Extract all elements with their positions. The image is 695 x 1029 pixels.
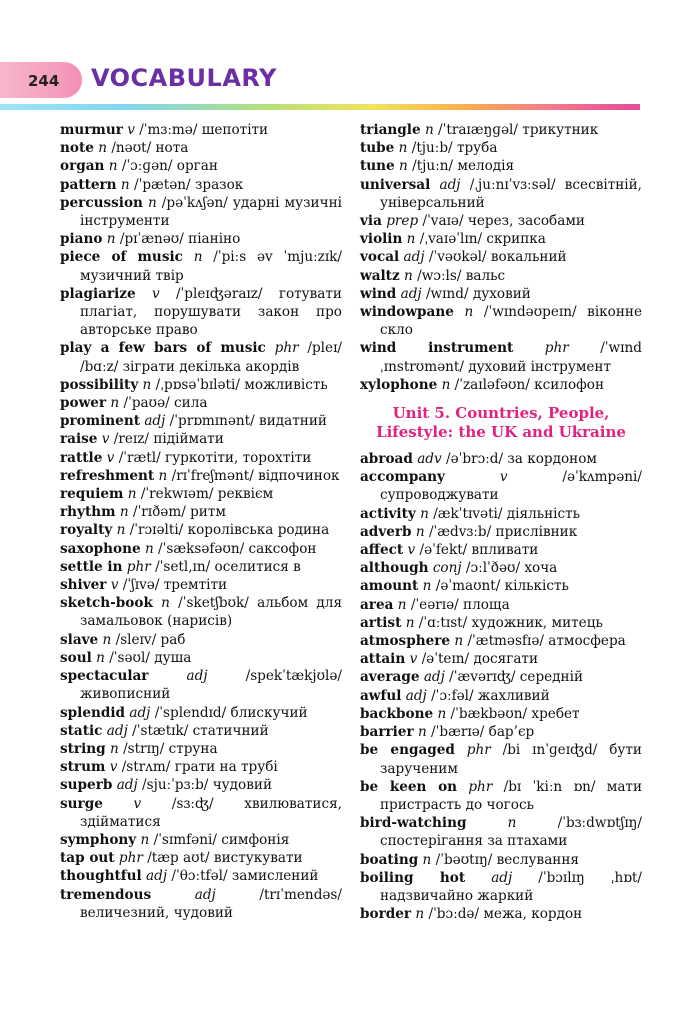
vocab-word: requiem — [60, 486, 124, 503]
vocab-entry — [60, 503, 342, 521]
part-of-speech: adj — [144, 413, 166, 430]
vocab-word: rhythm — [60, 504, 116, 521]
transcription-translation: /spekˈtækjʊlə/ живописний — [80, 668, 342, 703]
transcription-translation: /ˈeərɪə/ площа — [410, 596, 510, 613]
part-of-speech: prep — [386, 213, 419, 230]
part-of-speech: v — [151, 285, 160, 302]
transcription-translation: /ˈsetl,ɪn/ оселитися в — [155, 558, 301, 575]
part-of-speech: v — [133, 795, 142, 812]
vocab-word: atmosphere — [360, 633, 451, 650]
part-of-speech: adj — [423, 669, 445, 686]
transcription-translation: /əˈfekt/ впливати — [419, 542, 539, 559]
transcription-translation: /ˈætməsfɪə/ атмосфера — [467, 633, 626, 650]
vocab-word: slave — [60, 631, 99, 648]
transcription-translation: /rɪˈfreʃmənt/ відпочинок — [171, 467, 340, 484]
vocab-word: windowpane — [360, 304, 454, 321]
vocab-word: waltz — [360, 267, 400, 284]
transcription-translation: /ˈzaɪləfəʊn/ ксилофон — [454, 376, 605, 393]
transcription-translation: /ˈpaʊə/ сила — [123, 395, 208, 412]
transcription-translation: /ˈpleɪʤəraɪz/ готувати плагіат, порушувати закон про авторське право — [80, 285, 342, 339]
transcription-translation: /ˈbærɪə/ бар’єр — [431, 724, 535, 741]
vocab-entry — [360, 905, 642, 923]
vocab-entry — [60, 248, 342, 284]
vocab-word: although — [360, 560, 429, 577]
vocab-word: static — [60, 722, 103, 739]
vocab-word: thoughtful — [60, 868, 142, 885]
part-of-speech: n — [102, 631, 112, 648]
part-of-speech: n — [422, 851, 432, 868]
part-of-speech: n — [109, 740, 119, 757]
part-of-speech: phr — [274, 340, 299, 357]
transcription-translation: /ˈvəʊkəl/ вокальний — [428, 249, 567, 266]
vocab-word: pattern — [60, 176, 117, 193]
unit-heading: Unit 5. Countries, People, Lifestyle: the UK and Ukraine — [376, 404, 626, 442]
vocab-entry — [360, 814, 642, 850]
part-of-speech: adj — [116, 777, 138, 794]
vocab-entry — [360, 869, 642, 905]
vocab-entry — [360, 778, 642, 814]
vocab-entry — [60, 230, 342, 248]
transcription-translation: /ækˈtɪvəti/ діяльність — [433, 505, 581, 522]
transcription-translation: /ˈrætl/ гуркотіти, торохтіти — [118, 449, 312, 466]
vocab-entry — [360, 559, 642, 577]
vocab-entry — [360, 139, 642, 157]
part-of-speech: n — [127, 486, 137, 503]
vocab-entry — [60, 521, 342, 539]
part-of-speech: v — [110, 577, 119, 594]
part-of-speech: n — [110, 395, 120, 412]
vocab-entry — [360, 650, 642, 668]
part-of-speech: n — [158, 467, 168, 484]
vocab-entry — [60, 758, 342, 776]
part-of-speech: n — [140, 831, 150, 848]
transcription-translation: /bɪ ˈkiːn ɒn/ мати пристрасть до чогось — [380, 778, 643, 813]
vocab-word: backbone — [360, 705, 434, 722]
vocab-entry — [60, 594, 342, 630]
part-of-speech: n — [405, 614, 415, 631]
transcription-translation: /ˈævərɪʤ/ середній — [449, 669, 584, 686]
vocab-word: murmur — [60, 122, 123, 138]
transcription-translation: /ˈsplendɪd/ блискучий — [154, 704, 308, 721]
transcription-translation: /ˌvaɪəˈlɪn/ скрипка — [419, 231, 546, 248]
vocab-word: note — [60, 140, 94, 157]
vocab-entry — [60, 467, 342, 485]
vocab-word: settle in — [60, 558, 123, 575]
part-of-speech: n — [404, 267, 413, 284]
transcription-translation: /ˈsketʃbʊk/ альбом для замальовок (нарисів) — [80, 595, 343, 630]
transcription-translation: /ˈbɔɪlɪŋ ˌhɒt/ надзвичайно жаркий — [380, 869, 642, 904]
part-of-speech: n — [398, 140, 408, 157]
transcription-translation: /pleɪ/ /bɑːz/ зіграти декілька акордів — [80, 340, 342, 375]
transcription-translation: /ˈʃɪvə/ тремтіти — [122, 577, 228, 594]
vocab-word: rattle — [60, 449, 103, 466]
transcription-translation: /ˈædvɜːb/ прислівник — [428, 523, 578, 540]
part-of-speech: adj — [194, 886, 216, 903]
transcription-translation: /wɔːls/ вальс — [417, 267, 506, 284]
right-column — [360, 121, 642, 923]
page-number: 244 — [28, 72, 60, 90]
part-of-speech: n — [116, 522, 126, 539]
vocab-entry — [60, 849, 342, 867]
vocab-word: wind instrument — [360, 340, 514, 357]
vocab-entry — [60, 139, 342, 157]
vocab-word: percussion — [60, 194, 143, 211]
transcription-translation: /ˈbɜːdwɒtʃɪŋ/ спостерігання за птахами — [380, 815, 643, 850]
part-of-speech: adj — [405, 687, 427, 704]
part-of-speech: n — [193, 249, 203, 266]
transcription-translation: /ɔːlˈðəʊ/ хоча — [465, 560, 558, 577]
vocab-word: wind — [360, 285, 397, 302]
vocab-entry — [60, 449, 342, 467]
part-of-speech: n — [417, 724, 427, 741]
vocab-word: be engaged — [360, 742, 455, 759]
vocab-entry — [360, 632, 642, 650]
part-of-speech: phr — [126, 558, 151, 575]
vocab-word: triangle — [360, 122, 421, 138]
vocab-entry — [60, 339, 342, 375]
transcription-translation: /ˈɔːfəl/ жахливий — [431, 687, 550, 704]
part-of-speech: n — [399, 158, 408, 175]
header-rainbow-bar — [0, 104, 640, 110]
part-of-speech: adj — [129, 704, 151, 721]
vocab-entry — [360, 741, 642, 777]
vocab-word: symphony — [60, 831, 137, 848]
transcription-translation: /ˈpiːs əv ˈmjuːzɪk/ музичний твір — [80, 249, 343, 284]
vocab-word: awful — [360, 687, 402, 704]
vocab-word: attain — [360, 651, 406, 668]
vocab-entry — [360, 376, 642, 394]
vocab-entry — [360, 176, 642, 212]
vocab-entry — [60, 576, 342, 594]
vocab-word: universal — [360, 176, 431, 193]
vocab-word: via — [360, 213, 382, 230]
transcription-translation: /ˈsəʊl/ душа — [109, 649, 192, 666]
vocab-entry — [360, 339, 642, 375]
vocab-entry — [360, 523, 642, 541]
part-of-speech: phr — [466, 742, 491, 759]
vocab-word: prominent — [60, 413, 140, 430]
transcription-translation: /pəˈkʌʃən/ ударні музичні інструменти — [80, 194, 342, 230]
vocab-word: boating — [360, 851, 419, 868]
vocab-entry — [360, 596, 642, 614]
vocab-entry — [360, 614, 642, 632]
vocab-entry — [360, 121, 642, 139]
vocab-entry — [60, 121, 342, 139]
part-of-speech: adv — [417, 451, 442, 468]
part-of-speech: adj — [106, 722, 128, 739]
transcription-translation: /ˈmɜːmə/ шепотіти — [139, 122, 269, 138]
vocab-word: bird-watching — [360, 815, 467, 832]
vocab-word: average — [360, 669, 420, 686]
part-of-speech: adj — [186, 668, 208, 685]
vocab-entry — [60, 795, 342, 831]
vocab-entry — [360, 541, 642, 559]
vocab-entry — [360, 450, 642, 468]
vocab-word: refreshment — [60, 467, 155, 484]
vocab-entry — [60, 740, 342, 758]
vocab-word: power — [60, 395, 107, 412]
vocab-word: be keen on — [360, 778, 458, 795]
vocab-entry — [360, 267, 642, 285]
transcription-translation: /tjuːn/ мелодія — [412, 158, 515, 175]
vocab-entry — [360, 248, 642, 266]
part-of-speech: n — [441, 376, 451, 393]
vocab-entry — [60, 540, 342, 558]
part-of-speech: v — [109, 759, 118, 776]
vocab-word: vocal — [360, 249, 400, 266]
transcription-translation: /əˈbrɔːd/ за кордоном — [446, 451, 597, 468]
part-of-speech: n — [424, 122, 434, 138]
vocab-word: boiling hot — [360, 869, 466, 886]
transcription-translation: /ˈbɔːdə/ межа, кордон — [428, 906, 583, 923]
transcription-translation: /ˈpætən/ зразок — [134, 176, 244, 193]
vocab-word: abroad — [360, 451, 413, 468]
part-of-speech: n — [397, 596, 407, 613]
transcription-translation: /tjuːb/ труба — [411, 140, 498, 157]
vocab-word: tap out — [60, 850, 115, 867]
part-of-speech: v — [127, 122, 135, 138]
part-of-speech: n — [144, 540, 154, 557]
part-of-speech: n — [415, 523, 425, 540]
vocab-word: border — [360, 906, 412, 923]
vocab-word: surge — [60, 795, 103, 812]
part-of-speech: n — [120, 176, 130, 193]
part-of-speech: n — [98, 140, 107, 157]
transcription-translation: /ˈrɔɪəlti/ королівська родина — [129, 522, 330, 539]
vocab-entry — [360, 668, 642, 686]
vocab-word: adverb — [360, 523, 412, 540]
page-number-tab — [0, 62, 82, 98]
part-of-speech: v — [409, 651, 418, 668]
part-of-speech: adj — [491, 869, 513, 886]
part-of-speech: v — [101, 431, 110, 448]
transcription-translation: /trɪˈmendəs/ величезний, чудовий — [80, 886, 342, 921]
part-of-speech: n — [147, 194, 157, 211]
part-of-speech: n — [507, 815, 517, 832]
transcription-translation: /sjuːˈpɜːb/ чудовий — [142, 777, 273, 794]
vocab-entry — [360, 687, 642, 705]
transcription-translation: /ˈbəʊtɪŋ/ веслування — [435, 851, 579, 868]
vocab-entry — [60, 157, 342, 175]
vocab-entry — [60, 412, 342, 430]
vocab-entry — [360, 505, 642, 523]
transcription-translation: /bi ɪnˈɡeɪʤd/ бути зарученим — [380, 742, 642, 777]
vocab-word: tremendous — [60, 886, 152, 903]
vocab-word: superb — [60, 777, 113, 794]
transcription-translation: /ˈwɪndəʊpeɪn/ віконне скло — [380, 304, 643, 339]
vocab-word: barrier — [360, 724, 414, 741]
transcription-translation: /ˈrekwɪəm/ реквієм — [140, 486, 274, 503]
vocab-word: saxophone — [60, 540, 141, 557]
transcription-translation: /ˈwɪnd ˌɪnstrʊmənt/ духовий інструмент — [380, 340, 642, 375]
vocab-word: shiver — [60, 577, 107, 594]
transcription-translation: /sleɪv/ раб — [115, 631, 186, 648]
transcription-translation: /ˈsɪmfəni/ симфонія — [153, 831, 290, 848]
vocab-entry — [60, 485, 342, 503]
vocab-word: plagiarize — [60, 285, 136, 302]
transcription-translation: /reɪz/ підіймати — [113, 431, 224, 448]
vocab-word: strum — [60, 759, 106, 776]
vocab-entry — [60, 776, 342, 794]
part-of-speech: n — [96, 649, 105, 666]
part-of-speech: phr — [544, 340, 569, 357]
vocab-entry — [60, 667, 342, 703]
vocab-entry — [60, 886, 342, 922]
transcription-translation: /wɪnd/ духовий — [425, 285, 531, 302]
vocab-word: soul — [60, 649, 92, 666]
transcription-translation: /ˈtraɪæŋɡəl/ трикутник — [438, 122, 599, 138]
vocab-entry — [60, 704, 342, 722]
vocab-word: tune — [360, 158, 395, 175]
part-of-speech: v — [407, 542, 416, 559]
vocab-word: sketch-book — [60, 595, 153, 612]
vocab-word: accompany — [360, 469, 445, 486]
transcription-translation: /ˈɑːtɪst/ художник, митець — [418, 614, 603, 631]
vocab-entry — [360, 468, 642, 504]
vocab-word: piece of music — [60, 249, 183, 266]
part-of-speech: adj — [146, 868, 168, 885]
part-of-speech: n — [420, 505, 429, 522]
vocab-entry — [360, 705, 642, 723]
transcription-translation: /pɪˈænəʊ/ піаніно — [119, 231, 241, 248]
part-of-speech: adj — [400, 285, 422, 302]
transcription-translation: /əˈteɪn/ досягати — [421, 651, 539, 668]
part-of-speech: n — [415, 906, 425, 923]
part-of-speech: n — [161, 595, 170, 612]
part-of-speech: n — [422, 578, 432, 595]
vocab-entry — [360, 303, 642, 339]
transcription-translation: /sɜːʤ/ хвилюватися, здійматися — [80, 795, 342, 830]
vocab-word: organ — [60, 158, 105, 175]
vocab-word: piano — [60, 231, 103, 248]
vocab-word: violin — [360, 231, 403, 248]
vocab-word: royalty — [60, 522, 113, 539]
vocab-entry — [360, 851, 642, 869]
transcription-translation: /ˈbækbəʊn/ хребет — [450, 705, 580, 722]
transcription-translation: /ˈθɔːtfəl/ замислений — [171, 868, 319, 885]
transcription-translation: /ˈstætɪk/ статичний — [132, 722, 269, 739]
left-column — [60, 121, 342, 922]
part-of-speech: n — [406, 231, 416, 248]
part-of-speech: n — [142, 376, 152, 393]
vocab-word: tube — [360, 140, 395, 157]
vocab-entry — [360, 212, 642, 230]
page-header — [0, 62, 695, 112]
part-of-speech: n — [464, 304, 474, 321]
part-of-speech: adj — [403, 249, 425, 266]
part-of-speech: n — [454, 633, 464, 650]
vocab-entry — [60, 831, 342, 849]
vocab-entry — [60, 649, 342, 667]
vocab-word: possibility — [60, 376, 139, 393]
page-title: VOCABULARY — [91, 64, 277, 92]
vocab-entry — [60, 430, 342, 448]
part-of-speech: adj — [439, 176, 461, 193]
part-of-speech: n — [106, 231, 116, 248]
transcription-translation: /ˈvaɪə/ через, засобами — [422, 213, 585, 230]
vocab-entry — [60, 394, 342, 412]
vocab-entry — [60, 176, 342, 194]
part-of-speech: phr — [468, 778, 493, 795]
transcription-translation: /əˈmaʊnt/ кількість — [435, 578, 569, 595]
transcription-translation: /əˈkʌmpəni/ супроводжувати — [380, 469, 642, 504]
part-of-speech: n — [108, 158, 118, 175]
transcription-translation: /ˌpɒsəˈbɪləti/ можливість — [155, 376, 328, 393]
transcription-translation: /ˈprɒmɪnənt/ видатний — [169, 413, 327, 430]
vocab-word: activity — [360, 505, 416, 522]
vocab-word: spectacular — [60, 668, 149, 685]
vocab-entry — [360, 157, 642, 175]
vocab-entry — [60, 722, 342, 740]
part-of-speech: v — [499, 469, 508, 486]
vocab-word: play a few bars of music — [60, 340, 266, 357]
vocab-entry — [360, 285, 642, 303]
part-of-speech: n — [119, 504, 129, 521]
vocab-word: xylophone — [360, 376, 438, 393]
vocab-word: raise — [60, 431, 98, 448]
vocab-word: artist — [360, 614, 402, 631]
vocab-entry — [360, 230, 642, 248]
vocab-word: splendid — [60, 704, 126, 721]
transcription-translation: /ˌjuːnɪˈvɜːsəl/ всесвітній, універсальний — [380, 176, 643, 211]
vocab-entry — [60, 194, 342, 230]
vocab-entry — [60, 376, 342, 394]
transcription-translation: /tæp aʊt/ вистукувати — [147, 850, 303, 867]
transcription-translation: /nəʊt/ нота — [111, 140, 189, 157]
transcription-translation: /ˈɔːɡən/ орган — [121, 158, 218, 175]
transcription-translation: /strʌm/ грати на трубі — [121, 759, 278, 776]
vocab-word: area — [360, 596, 394, 613]
vocab-entry — [60, 631, 342, 649]
transcription-translation: /ˈrɪðəm/ ритм — [132, 504, 226, 521]
vocab-entry — [360, 723, 642, 741]
vocab-entry — [60, 558, 342, 576]
vocab-word: string — [60, 740, 106, 757]
vocab-entry — [60, 867, 342, 885]
part-of-speech: conj — [432, 560, 462, 577]
transcription-translation: /strɪŋ/ струна — [123, 740, 218, 757]
part-of-speech: v — [106, 449, 115, 466]
vocab-entry — [60, 285, 342, 340]
transcription-translation: /ˈsæksəfəʊn/ саксофон — [158, 540, 317, 557]
vocab-word: amount — [360, 578, 419, 595]
vocab-word: affect — [360, 542, 404, 559]
part-of-speech: phr — [118, 850, 143, 867]
vocab-entry — [360, 577, 642, 595]
part-of-speech: n — [437, 705, 447, 722]
